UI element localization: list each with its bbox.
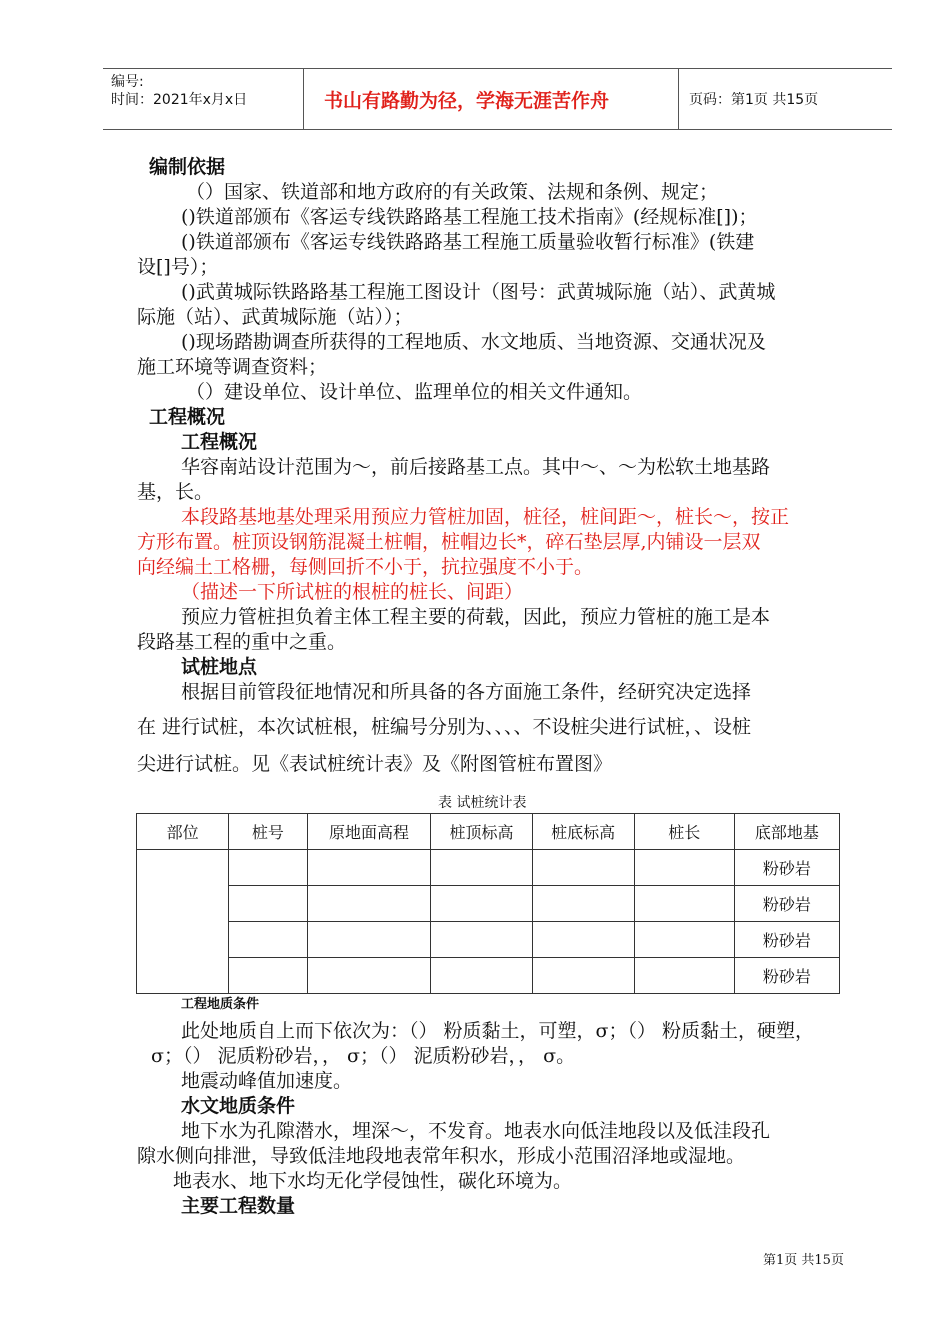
table-header-row bbox=[137, 814, 840, 850]
table-row bbox=[137, 922, 840, 958]
table-cell bbox=[532, 886, 634, 922]
paragraph-line: 际施（站）、武黄城际施（站））； bbox=[137, 306, 413, 328]
column-header: 桩号 bbox=[229, 814, 307, 850]
subsection-title-quantities: 主要工程数量 bbox=[181, 1195, 296, 1217]
column-header: 桩长 bbox=[634, 814, 734, 850]
document-number-label: 编号: bbox=[111, 74, 144, 90]
header-motto: 书山有路勤为径，学海无涯苦作舟 bbox=[324, 90, 610, 112]
paragraph-line: 在 进行试桩，本次试桩根，桩编号分别为、、、、不设桩尖进行试桩，、设桩 bbox=[137, 716, 752, 738]
table-cell bbox=[431, 886, 532, 922]
paragraph-line: 预应力管桩担负着主体工程主要的荷载，因此，预应力管桩的施工是本 bbox=[181, 606, 771, 628]
paragraph-line: ()现场踏勘调查所获得的工程地质、水文地质、当地资源、交通状况及 bbox=[181, 331, 766, 353]
table-cell bbox=[634, 850, 734, 886]
paragraph-line: （）国家、铁道部和地方政府的有关政策、法规和条例、规定； bbox=[186, 181, 719, 203]
table-cell bbox=[634, 958, 734, 994]
table-cell bbox=[229, 958, 307, 994]
column-header: 桩底标高 bbox=[532, 814, 634, 850]
table-cell bbox=[431, 922, 532, 958]
table-cell: 粉砂岩 bbox=[734, 850, 839, 886]
page-header bbox=[103, 68, 892, 130]
paragraph-line: 段路基工程的重中之重。 bbox=[137, 631, 347, 653]
highlight-line: 方形布置。桩顶设钢筋混凝土桩帽，桩帽边长*，碎石垫层厚,内铺设一层双 bbox=[137, 531, 761, 553]
paragraph-line: （）建设单位、设计单位、监理单位的相关文件通知。 bbox=[186, 381, 643, 403]
paragraph-line: 施工环境等调查资料； bbox=[137, 356, 328, 378]
paragraph-line: σ；（） 泥质粉砂岩，， σ；（） 泥质粉砂岩，， σ。 bbox=[151, 1045, 576, 1067]
header-page-cell bbox=[679, 69, 892, 129]
paragraph-line: ()铁道部颁布《客运专线铁路路基工程施工技术指南》(经规标准[])； bbox=[181, 206, 758, 228]
subsection-title-test-site: 试桩地点 bbox=[181, 656, 258, 678]
paragraph-line: 基，长。 bbox=[137, 481, 214, 503]
table-row bbox=[137, 958, 840, 994]
highlight-line: （描述一下所试桩的根桩的桩长、间距） bbox=[181, 581, 524, 603]
subsection-title-overview: 工程概况 bbox=[181, 431, 258, 453]
paragraph-line: ()武黄城际铁路路基工程施工图设计（图号：武黄城际施（站）、武黄城 bbox=[181, 281, 776, 303]
paragraph-line: ()铁道部颁布《客运专线铁路路基工程施工质量验收暂行标准》(铁建 bbox=[181, 231, 755, 253]
section-title-overview: 工程概况 bbox=[149, 406, 226, 428]
table-caption: 表 试桩统计表 bbox=[438, 795, 527, 811]
subsection-title-geology: 工程地质条件 bbox=[181, 997, 260, 1012]
table-cell bbox=[307, 850, 431, 886]
header-meta-cell bbox=[103, 69, 304, 129]
table-cell bbox=[431, 850, 532, 886]
table-cell bbox=[307, 922, 431, 958]
document-time-label: 时间：2021年x月x日 bbox=[111, 92, 248, 108]
table-cell bbox=[307, 886, 431, 922]
table-cell-location bbox=[137, 850, 229, 994]
table-cell bbox=[229, 886, 307, 922]
highlight-line: 向经编土工格栅，每侧回折不小于，抗拉强度不小于。 bbox=[137, 556, 594, 578]
paragraph-line: 地表水、地下水均无化学侵蚀性，碳化环境为。 bbox=[173, 1170, 573, 1192]
table-cell bbox=[532, 922, 634, 958]
column-header: 桩顶标高 bbox=[431, 814, 532, 850]
table-cell: 粉砂岩 bbox=[734, 922, 839, 958]
paragraph-line: 隙水侧向排泄，导致低洼地段地表常年积水，形成小范围沼泽地或湿地。 bbox=[137, 1145, 746, 1167]
table-cell bbox=[634, 922, 734, 958]
test-pile-table bbox=[136, 813, 840, 994]
table-cell bbox=[229, 922, 307, 958]
paragraph-line: 华容南站设计范围为～，前后接路基工点。其中～、～为松软土地基路 bbox=[181, 456, 771, 478]
header-page-number: 页码：第1页 共15页 bbox=[689, 92, 819, 108]
table-cell bbox=[532, 850, 634, 886]
column-header: 原地面高程 bbox=[307, 814, 431, 850]
paragraph-line: 地下水为孔隙潜水，埋深～，不发育。地表水向低洼地段以及低洼段孔 bbox=[181, 1120, 771, 1142]
table-cell: 粉砂岩 bbox=[734, 958, 839, 994]
table-cell bbox=[307, 958, 431, 994]
subsection-title-hydrogeology: 水文地质条件 bbox=[181, 1095, 296, 1117]
paragraph-line: 此处地质自上而下依次为：（） 粉质黏土，可塑，σ；（） 粉质黏土，硬塑， bbox=[181, 1020, 815, 1042]
paragraph-line: 地震动峰值加速度。 bbox=[181, 1070, 353, 1092]
column-header: 部位 bbox=[137, 814, 229, 850]
table-cell bbox=[634, 886, 734, 922]
section-title-basis: 编制依据 bbox=[149, 156, 226, 178]
footer-page-number: 第1页 共15页 bbox=[763, 1253, 844, 1268]
table-cell: 粉砂岩 bbox=[734, 886, 839, 922]
table-row bbox=[137, 850, 840, 886]
paragraph-line: 设[]号）； bbox=[137, 256, 219, 278]
column-header: 底部地基 bbox=[734, 814, 839, 850]
table-cell bbox=[431, 958, 532, 994]
table-row bbox=[137, 886, 840, 922]
highlight-line: 本段路基地基处理采用预应力管桩加固，桩径，桩间距～，桩长～，按正 bbox=[181, 506, 790, 528]
table-cell bbox=[532, 958, 634, 994]
header-motto-cell bbox=[304, 69, 679, 129]
table-cell bbox=[229, 850, 307, 886]
paragraph-line: 尖进行试桩。见《表试桩统计表》及《附图管桩布置图》 bbox=[137, 753, 613, 775]
paragraph-line: 根据目前管段征地情况和所具备的各方面施工条件，经研究决定选择 bbox=[181, 681, 752, 703]
